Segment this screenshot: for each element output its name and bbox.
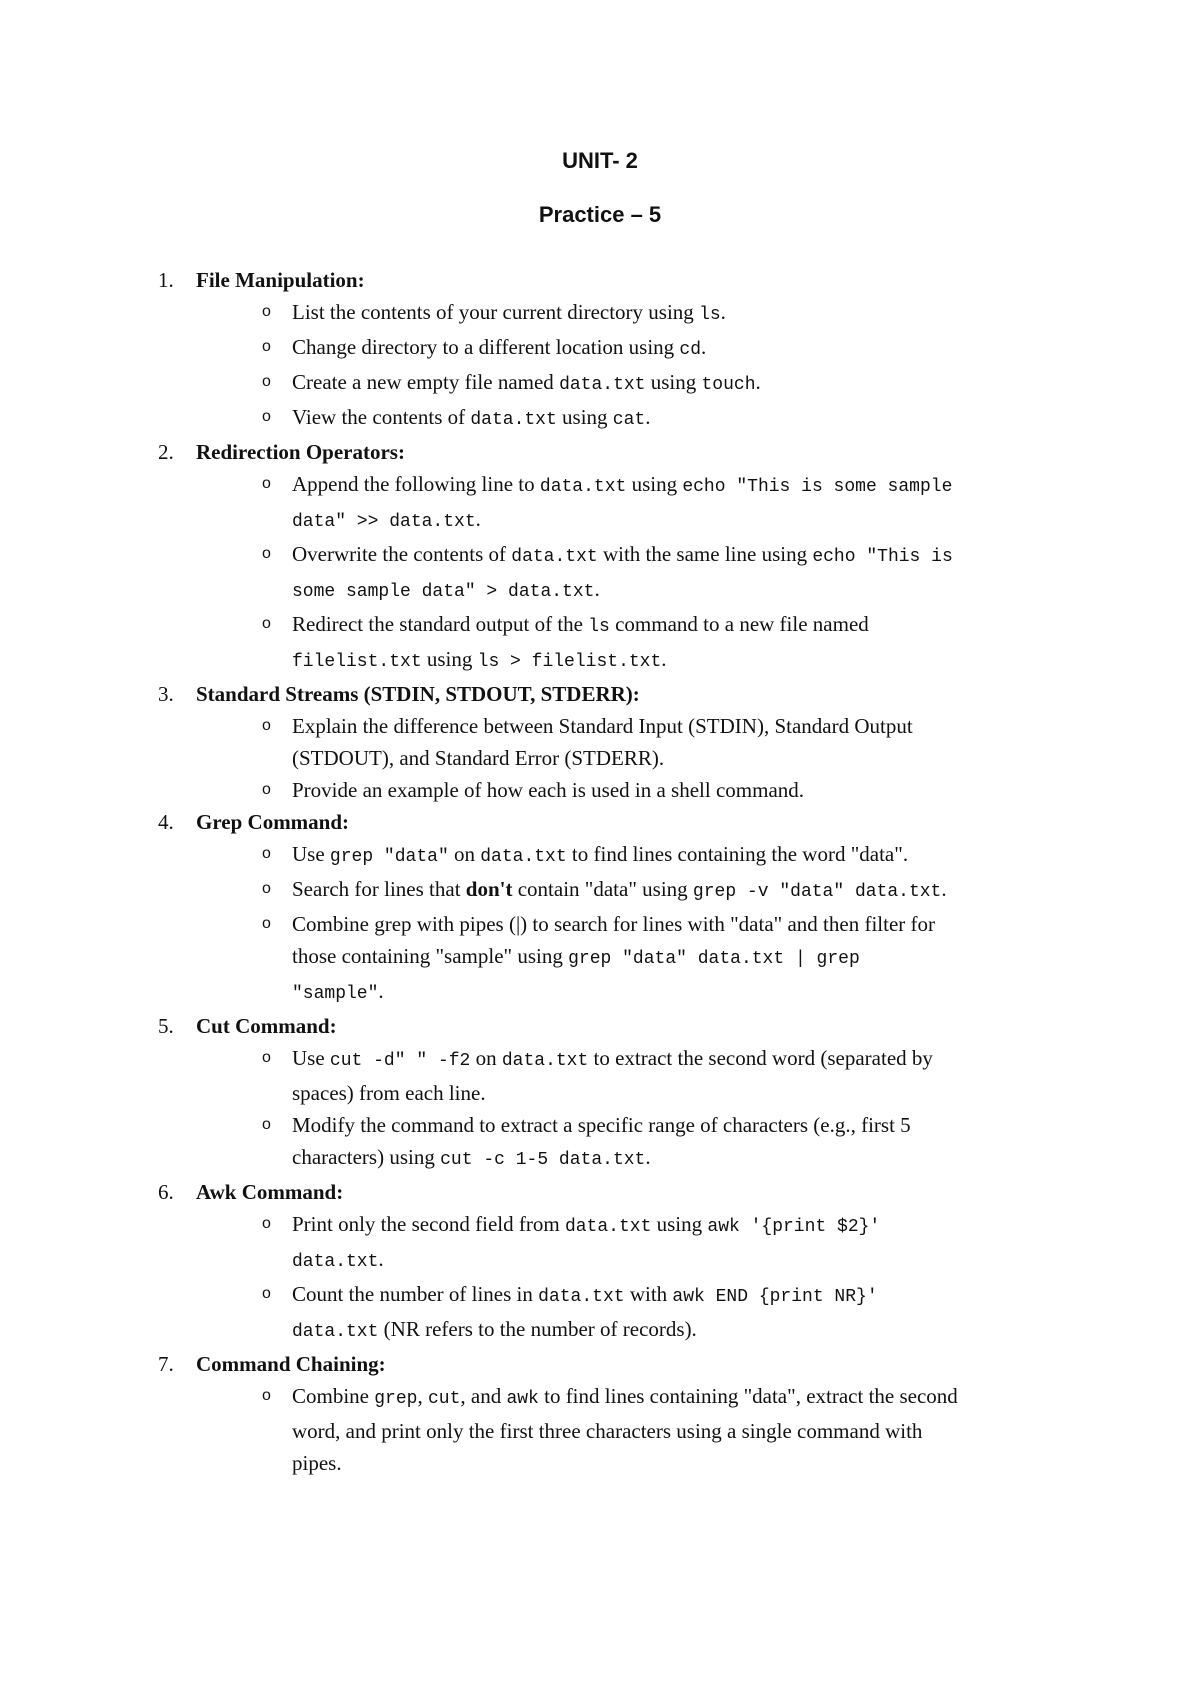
section-title: Command Chaining: [196,1352,386,1376]
list-item [262,1380,958,1479]
bullet-icon: o [262,1387,271,1404]
inline-code: data.txt [539,477,627,497]
bullet-icon: o [262,408,271,425]
list-item [262,908,958,1010]
item-text: to find lines containing the word "data". [566,842,909,866]
item-text: Provide an example of how each is used in a shell command. [292,778,805,802]
list-item [262,366,958,401]
list-item [262,296,958,331]
inline-code: cat [612,410,646,430]
bullet-icon: o [262,373,271,390]
item-text: . [941,877,947,901]
item-text: . [701,335,707,359]
bullet-icon: o [262,615,271,632]
item-text: Use [292,1046,330,1070]
bullet-icon: o [262,1116,271,1133]
list-item [262,1278,958,1348]
section-title: Cut Command: [196,1014,337,1038]
inline-code: cd [679,340,702,360]
bullet-list [196,1042,958,1176]
section-number: 3. [158,682,174,706]
section-item [158,1010,958,1176]
section-item [158,1348,958,1479]
list-item [262,331,958,366]
bullet-icon: o [262,475,271,492]
item-text: on [448,842,481,866]
item-text: . [378,1247,384,1271]
bullet-icon: o [262,717,271,734]
inline-code: grep "data" [329,847,449,867]
section-item [158,806,958,1010]
section-number: 6. [158,1180,174,1204]
inline-code: data.txt [501,1051,589,1071]
inline-code: awk '{print $2}' data.txt [292,1217,881,1272]
bullet-list [196,468,958,678]
item-text: Use [292,842,330,866]
item-text: Count the number of lines in [292,1282,539,1306]
item-text: using [651,1212,708,1236]
item-text: to extract the second word (separated by spaces) from each line. [292,1046,933,1105]
inline-code: data.txt [564,1217,652,1237]
inline-code: filelist.txt [292,652,422,672]
bullet-icon: o [262,303,271,320]
practice-content [158,264,958,1479]
inline-code: awk [506,1389,539,1409]
list-item [262,608,958,678]
bullet-list [196,1208,958,1348]
bullet-icon: o [262,781,271,798]
item-text: to find lines containing "data", extract the second word, and print only the first three characters using a single command with pipes. [292,1384,958,1475]
section-title: Standard Streams (STDIN, STDOUT, STDERR): [196,682,640,706]
section-title: Redirection Operators: [196,440,405,464]
section-number: 2. [158,440,174,464]
unit-heading: UNIT- 2 [562,148,638,173]
item-text: using [626,472,683,496]
emphasis-text: don't [465,877,513,901]
inline-code: data.txt [470,410,557,430]
inline-code: awk END {print NR}' data.txt [292,1287,878,1342]
inline-code: data.txt [511,547,598,567]
list-item [262,401,958,436]
section-item [158,678,958,806]
list-item [262,774,958,806]
section-title: Awk Command: [196,1180,344,1204]
item-text: using [421,647,478,671]
bullet-icon: o [262,1215,271,1232]
item-text: . [645,405,651,429]
inline-code: grep "data" data.txt | grep "sample" [292,949,860,1004]
item-text: , and [460,1384,507,1408]
item-text: Create a new empty file named [292,370,560,394]
inline-code: data.txt [559,375,646,395]
section-number: 4. [158,810,174,834]
section-item [158,1176,958,1348]
section-title: Grep Command: [196,810,350,834]
inline-code: cut -c 1-5 data.txt [440,1150,646,1170]
section-number: 7. [158,1352,174,1376]
list-item [262,468,958,538]
item-text: . [594,577,600,601]
item-text: View the contents of [292,405,471,429]
section-number: 5. [158,1014,174,1038]
section-item [158,436,958,678]
item-text: with the same line using [597,542,813,566]
item-text: Modify the command to extract a specific range of characters (e.g., first 5 characters) using [292,1113,911,1169]
inline-code: data.txt [480,847,567,867]
item-text: . [475,507,481,531]
item-text: . [645,1145,651,1169]
bullet-list [196,1380,958,1479]
item-text: . [378,979,384,1003]
item-text: with [624,1282,673,1306]
list-item [262,1208,958,1278]
list-item [262,873,958,908]
item-text: . [720,300,726,324]
item-text: List the contents of your current directory using [292,300,700,324]
bullet-icon: o [262,845,271,862]
bullet-list [196,838,958,1010]
inline-code: ls [699,305,721,325]
bullet-icon: o [262,1049,271,1066]
list-item [262,1109,958,1176]
item-text: Print only the second field from [292,1212,565,1236]
item-text: Explain the difference between Standard Input (STDIN), Standard Output (STDOUT), and Standard Error (STDERR). [292,714,913,770]
item-text: , [417,1384,428,1408]
bullet-list [196,296,958,436]
item-text: Append the following line to [292,472,540,496]
inline-code: cut -d" " -f2 [329,1051,471,1071]
inline-code: touch [701,375,756,395]
bullet-icon: o [262,338,271,355]
item-text: using [556,405,613,429]
item-text: Combine grep with pipes (|) to search for lines with "data" and then filter for those containing "sample" using [292,912,936,968]
inline-code: grep [374,1389,418,1409]
list-item [262,838,958,873]
item-text: (NR refers to the number of records). [378,1317,697,1341]
inline-code: ls > filelist.txt [477,652,662,672]
bullet-icon: o [262,915,271,932]
inline-code: data.txt [538,1287,625,1307]
item-text: Combine [292,1384,375,1408]
item-text: on [470,1046,502,1070]
item-text: . [755,370,761,394]
bullet-icon: o [262,880,271,897]
inline-code: ls [588,617,610,637]
item-text: Change directory to a different location using [292,335,680,359]
item-text: Search for lines that [292,877,466,901]
section-number: 1. [158,268,174,292]
item-text: . [661,647,667,671]
item-text: using [645,370,702,394]
list-item [262,538,958,608]
section-item [158,264,958,436]
list-item [262,1042,958,1109]
item-text: contain "data" using [512,877,693,901]
item-text: command to a new file named [609,612,869,636]
inline-code: grep -v "data" data.txt [692,882,942,902]
inline-code: echo "This is some sample data" > data.txt [292,547,953,602]
bullet-list [196,710,958,806]
list-item [262,710,958,774]
item-text: Overwrite the contents of [292,542,512,566]
inline-code: echo "This is some sample data" >> data.txt [292,477,953,532]
bullet-icon: o [262,545,271,562]
section-title: File Manipulation: [196,268,365,292]
bullet-icon: o [262,1285,271,1302]
practice-heading: Practice – 5 [538,202,662,227]
inline-code: cut [427,1389,461,1409]
section-list [158,264,958,1479]
item-text: Redirect the standard output of the [292,612,589,636]
